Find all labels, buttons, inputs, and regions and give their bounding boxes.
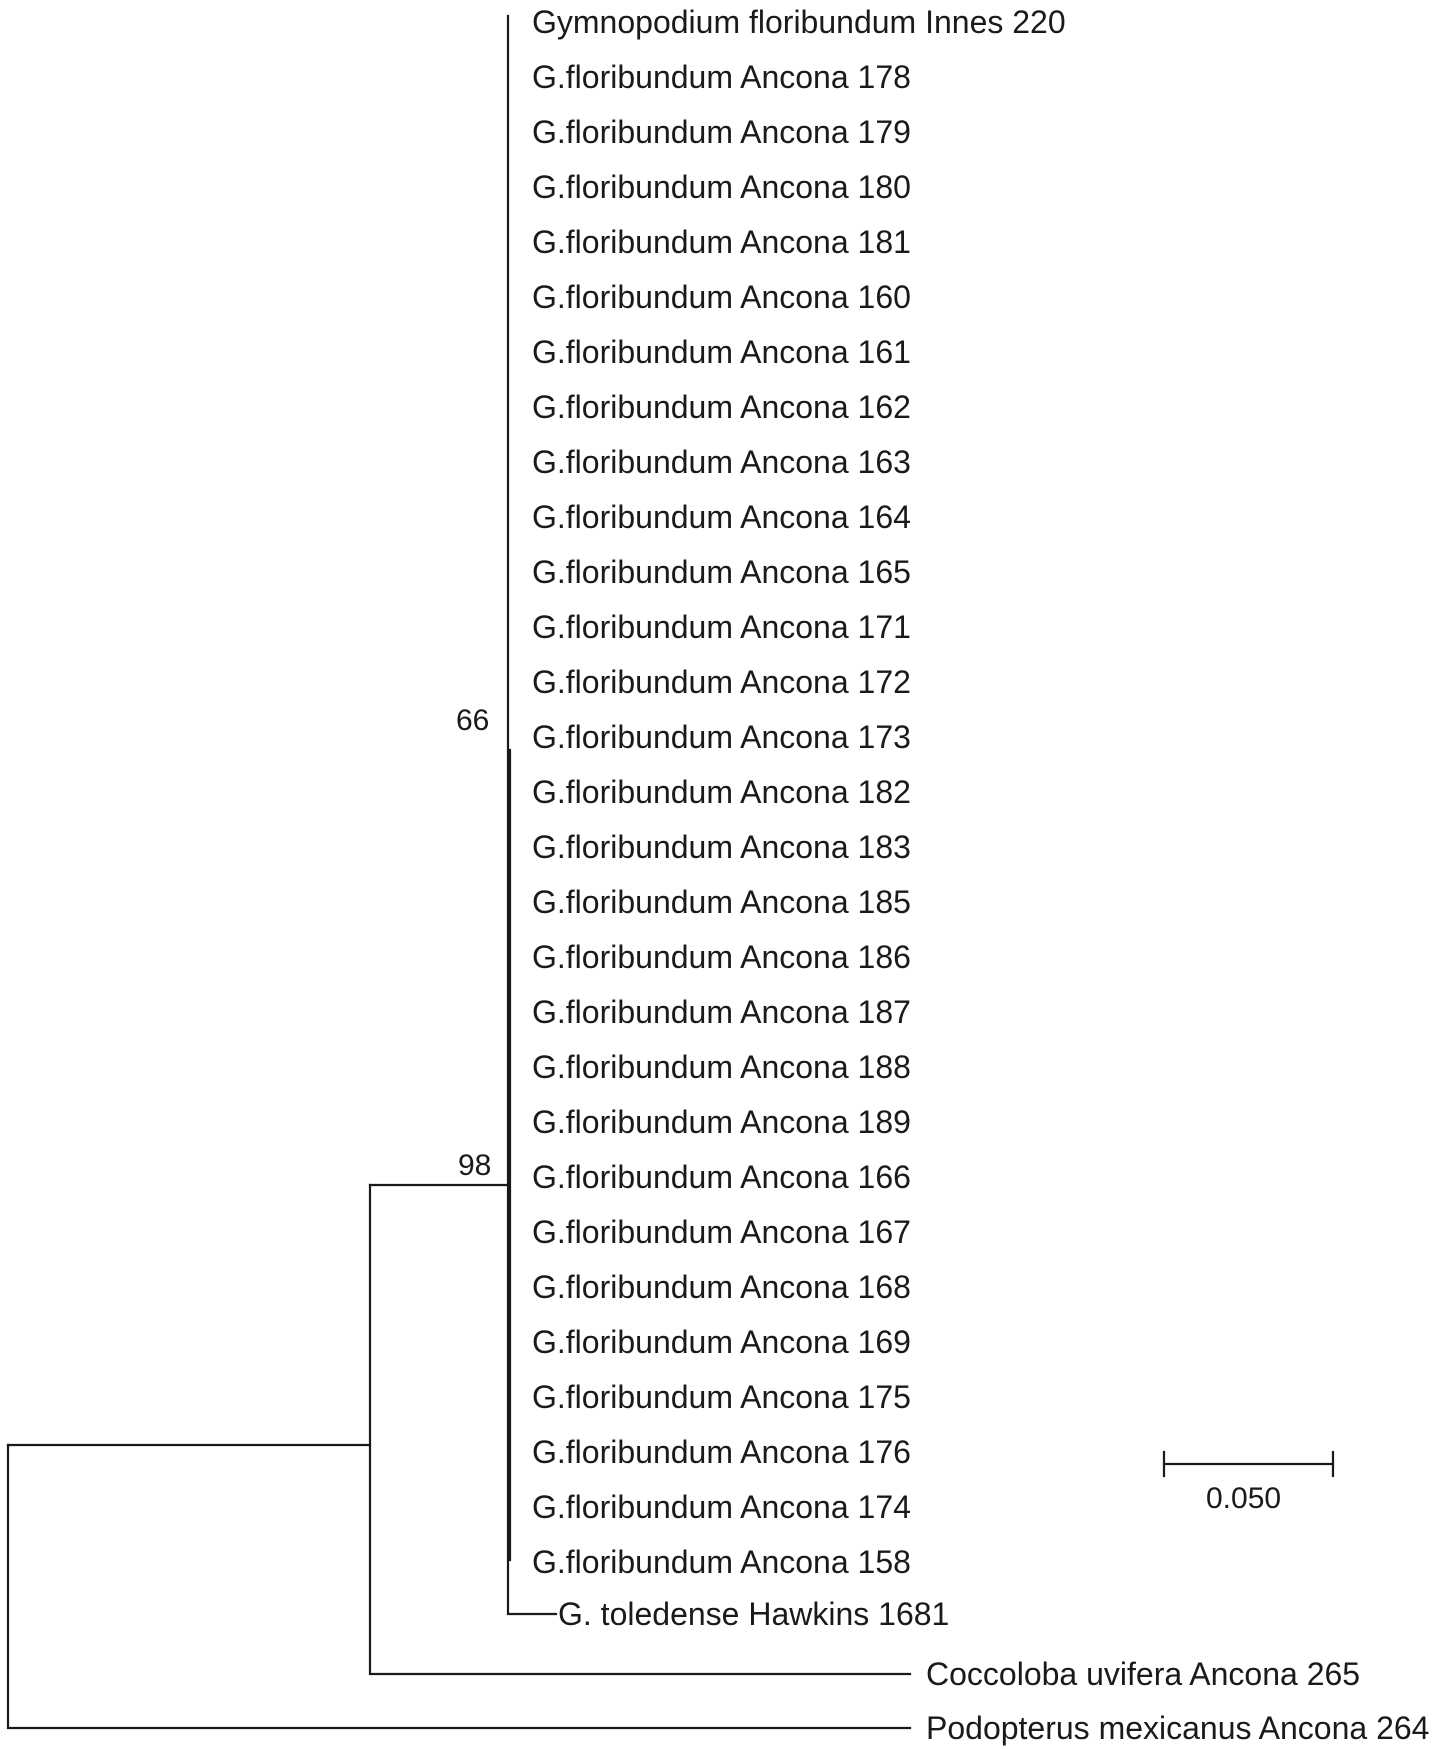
taxon-label-16: G.floribundum Ancona 185 bbox=[532, 884, 911, 920]
taxon-label-21: G.floribundum Ancona 166 bbox=[532, 1159, 911, 1195]
support-value-98: 98 bbox=[458, 1149, 492, 1182]
support-value-66: 66 bbox=[456, 704, 490, 737]
taxon-label-14: G.floribundum Ancona 182 bbox=[532, 774, 911, 810]
taxon-label-2: G.floribundum Ancona 179 bbox=[532, 114, 911, 150]
taxon-label-22: G.floribundum Ancona 167 bbox=[532, 1214, 911, 1250]
taxon-label-podopterus: Podopterus mexicanus Ancona 264 bbox=[926, 1710, 1430, 1746]
taxon-label-3: G.floribundum Ancona 180 bbox=[532, 169, 911, 205]
taxon-label-20: G.floribundum Ancona 189 bbox=[532, 1104, 911, 1140]
branch-root bbox=[8, 1445, 910, 1728]
taxon-label-26: G.floribundum Ancona 176 bbox=[532, 1434, 911, 1470]
taxon-label-10: G.floribundum Ancona 165 bbox=[532, 554, 911, 590]
taxon-label-7: G.floribundum Ancona 162 bbox=[532, 389, 911, 425]
taxon-label-13: G.floribundum Ancona 173 bbox=[532, 719, 911, 755]
taxon-label-8: G.floribundum Ancona 163 bbox=[532, 444, 911, 480]
scale-bar bbox=[1164, 1452, 1333, 1476]
taxon-label-24: G.floribundum Ancona 169 bbox=[532, 1324, 911, 1360]
taxon-label-9: G.floribundum Ancona 164 bbox=[532, 499, 911, 535]
taxon-label-15: G.floribundum Ancona 183 bbox=[532, 829, 911, 865]
taxon-label-18: G.floribundum Ancona 187 bbox=[532, 994, 911, 1030]
taxon-label-27: G.floribundum Ancona 174 bbox=[532, 1489, 911, 1525]
taxon-label-25: G.floribundum Ancona 175 bbox=[532, 1379, 911, 1415]
taxon-label-23: G.floribundum Ancona 168 bbox=[532, 1269, 911, 1305]
taxon-label-4: G.floribundum Ancona 181 bbox=[532, 224, 911, 260]
taxon-label-toledense: G. toledense Hawkins 1681 bbox=[558, 1596, 950, 1632]
taxon-label-5: G.floribundum Ancona 160 bbox=[532, 279, 911, 315]
taxon-label-28: G.floribundum Ancona 158 bbox=[532, 1544, 911, 1580]
taxon-label-coccoloba: Coccoloba uvifera Ancona 265 bbox=[926, 1656, 1361, 1692]
taxon-label-17: G.floribundum Ancona 186 bbox=[532, 939, 911, 975]
taxon-label-6: G.floribundum Ancona 161 bbox=[532, 334, 911, 370]
taxon-label-0: Gymnopodium floribundum Innes 220 bbox=[532, 4, 1066, 40]
taxon-label-1: G.floribundum Ancona 178 bbox=[532, 59, 911, 95]
scale-bar-label: 0.050 bbox=[1206, 1482, 1282, 1515]
taxon-label-19: G.floribundum Ancona 188 bbox=[532, 1049, 911, 1085]
taxon-label-11: G.floribundum Ancona 171 bbox=[532, 609, 911, 645]
ingroup-taxa-labels bbox=[532, 4, 1066, 1580]
taxon-label-12: G.floribundum Ancona 172 bbox=[532, 664, 911, 700]
